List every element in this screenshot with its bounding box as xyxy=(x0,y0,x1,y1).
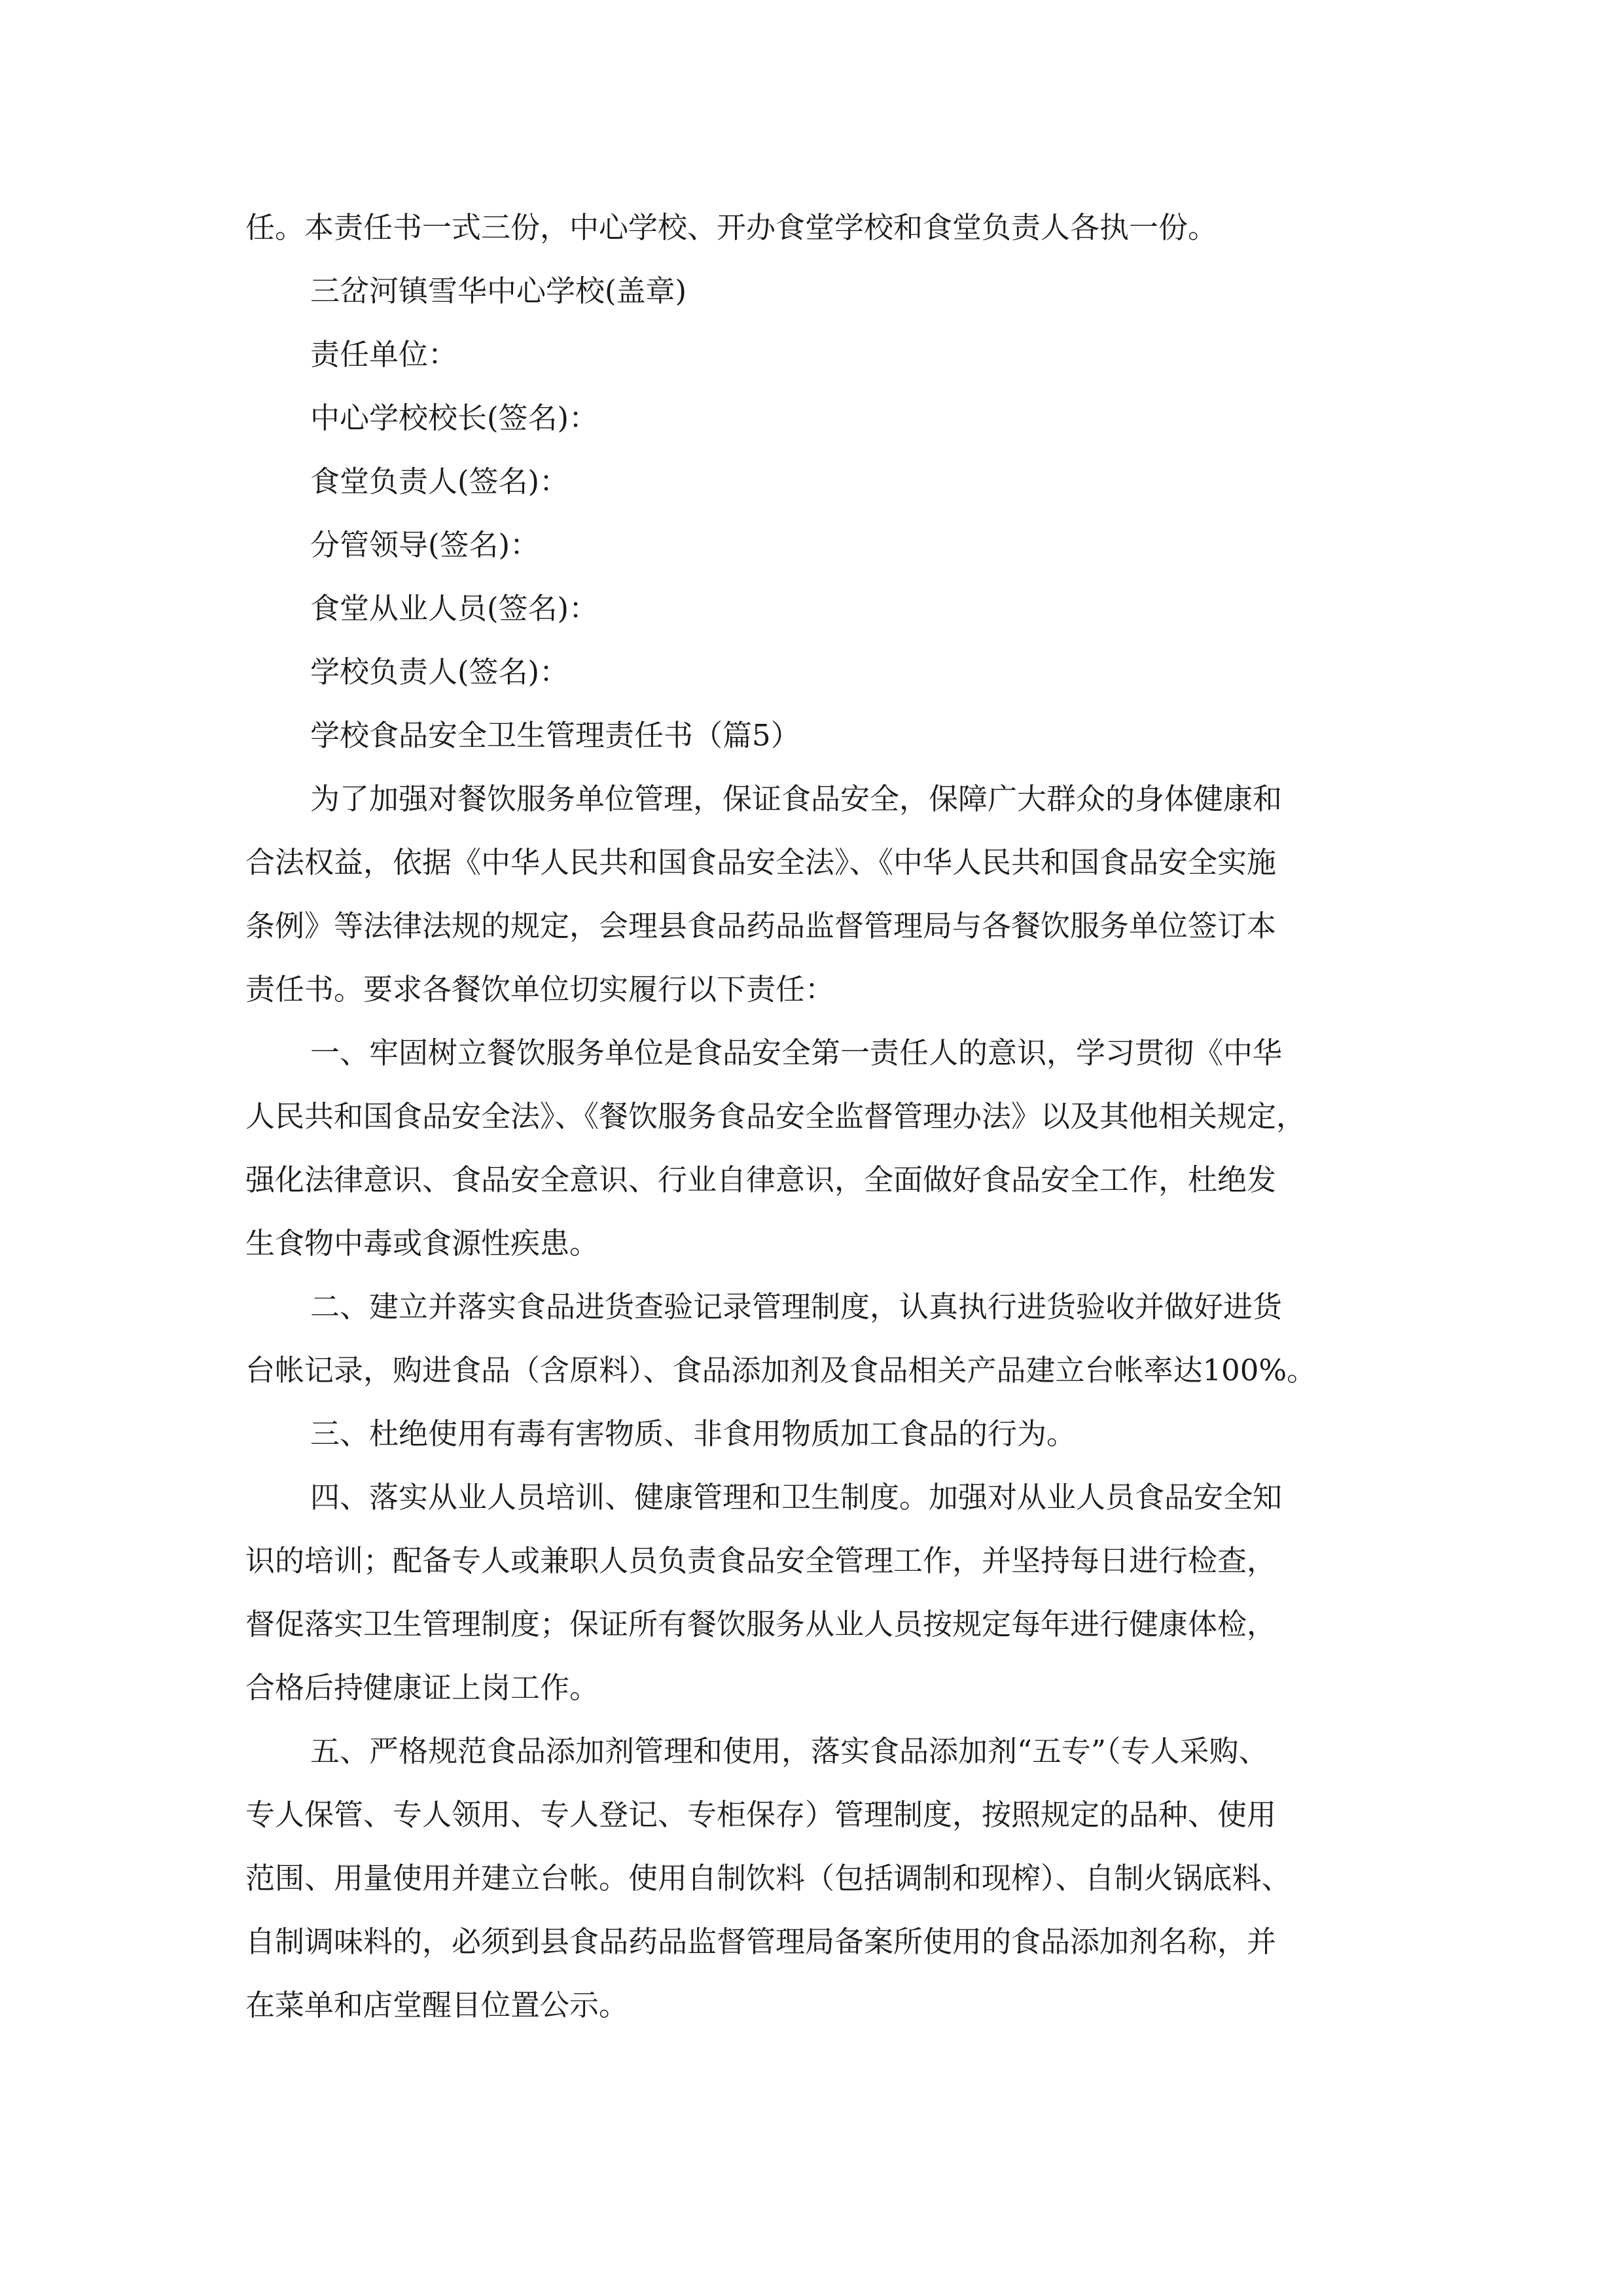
staff-signature-line: 食堂从业人员(签名)： xyxy=(310,591,599,626)
text-line: 人民共和国食品安全法》、《餐饮服务食品安全监督管理办法》以及其他相关规定， xyxy=(245,1099,1306,1134)
text-line: 台帐记录，购进食品（含原料）、食品添加剂及食品相关产品建立台帐率达100%。 xyxy=(245,1353,1317,1388)
text-line: 三、杜绝使用有毒有害物质、非食用物质加工食品的行为。 xyxy=(310,1416,1077,1451)
canteen-head-signature-line: 食堂负责人(签名)： xyxy=(310,464,569,499)
text-line: 自制调味料的，必须到县食品药品监督管理局备案所使用的食品添加剂名称，并 xyxy=(245,1924,1277,1959)
text-line: 任。本责任书一式三份，中心学校、开办食堂学校和食堂负责人各执一份。 xyxy=(245,210,1218,245)
text-line: 二、建立并落实食品进货查验记录管理制度，认真执行进货验收并做好进货 xyxy=(310,1289,1283,1324)
text-line: 强化法律意识、食品安全意识、行业自律意识，全面做好食品安全工作，杜绝发 xyxy=(245,1162,1277,1197)
principal-signature-line: 中心学校校长(签名)： xyxy=(310,401,599,435)
text-line: 一、牢固树立餐饮服务单位是食品安全第一责任人的意识，学习贯彻《中华 xyxy=(310,1035,1283,1070)
text-line: 范围、用量使用并建立台帐。使用自制饮料（包括调制和现榨）、自制火锅底料、 xyxy=(245,1861,1291,1895)
section-title: 学校食品安全卫生管理责任书（篇5） xyxy=(310,718,800,753)
text-line: 合格后持健康证上岗工作。 xyxy=(245,1670,599,1705)
text-line: 合法权益，依据《中华人民共和国食品安全法》、《中华人民共和国食品安全实施 xyxy=(245,845,1277,880)
responsible-unit-line: 责任单位： xyxy=(310,337,458,372)
school-seal-line: 三岔河镇雪华中心学校(盖章) xyxy=(310,274,687,308)
text-line: 四、落实从业人员培训、健康管理和卫生制度。加强对从业人员食品安全知 xyxy=(310,1480,1283,1515)
text-line: 为了加强对餐饮服务单位管理，保证食品安全，保障广大群众的身体健康和 xyxy=(310,781,1283,816)
leader-signature-line: 分管领导(签名)： xyxy=(310,528,540,562)
text-line: 在菜单和店堂醒目位置公示。 xyxy=(245,1988,629,2022)
text-line: 条例》等法律法规的规定，会理县食品药品监督管理局与各餐饮服务单位签订本 xyxy=(245,908,1277,943)
text-line: 生食物中毒或食源性疾患。 xyxy=(245,1226,599,1261)
text-line: 责任书。要求各餐饮单位切实履行以下责任： xyxy=(245,972,835,1007)
text-line: 五、严格规范食品添加剂管理和使用，落实食品添加剂“五专”（专人采购、 xyxy=(310,1734,1268,1768)
text-line: 专人保管、专人领用、专人登记、专柜保存）管理制度，按照规定的品种、使用 xyxy=(245,1797,1277,1832)
text-line: 识的培训；配备专人或兼职人员负责食品安全管理工作，并坚持每日进行检查， xyxy=(245,1543,1277,1578)
school-head-signature-line: 学校负责人(签名)： xyxy=(310,655,569,689)
text-line: 督促落实卫生管理制度；保证所有餐饮服务从业人员按规定每年进行健康体检， xyxy=(245,1607,1277,1641)
